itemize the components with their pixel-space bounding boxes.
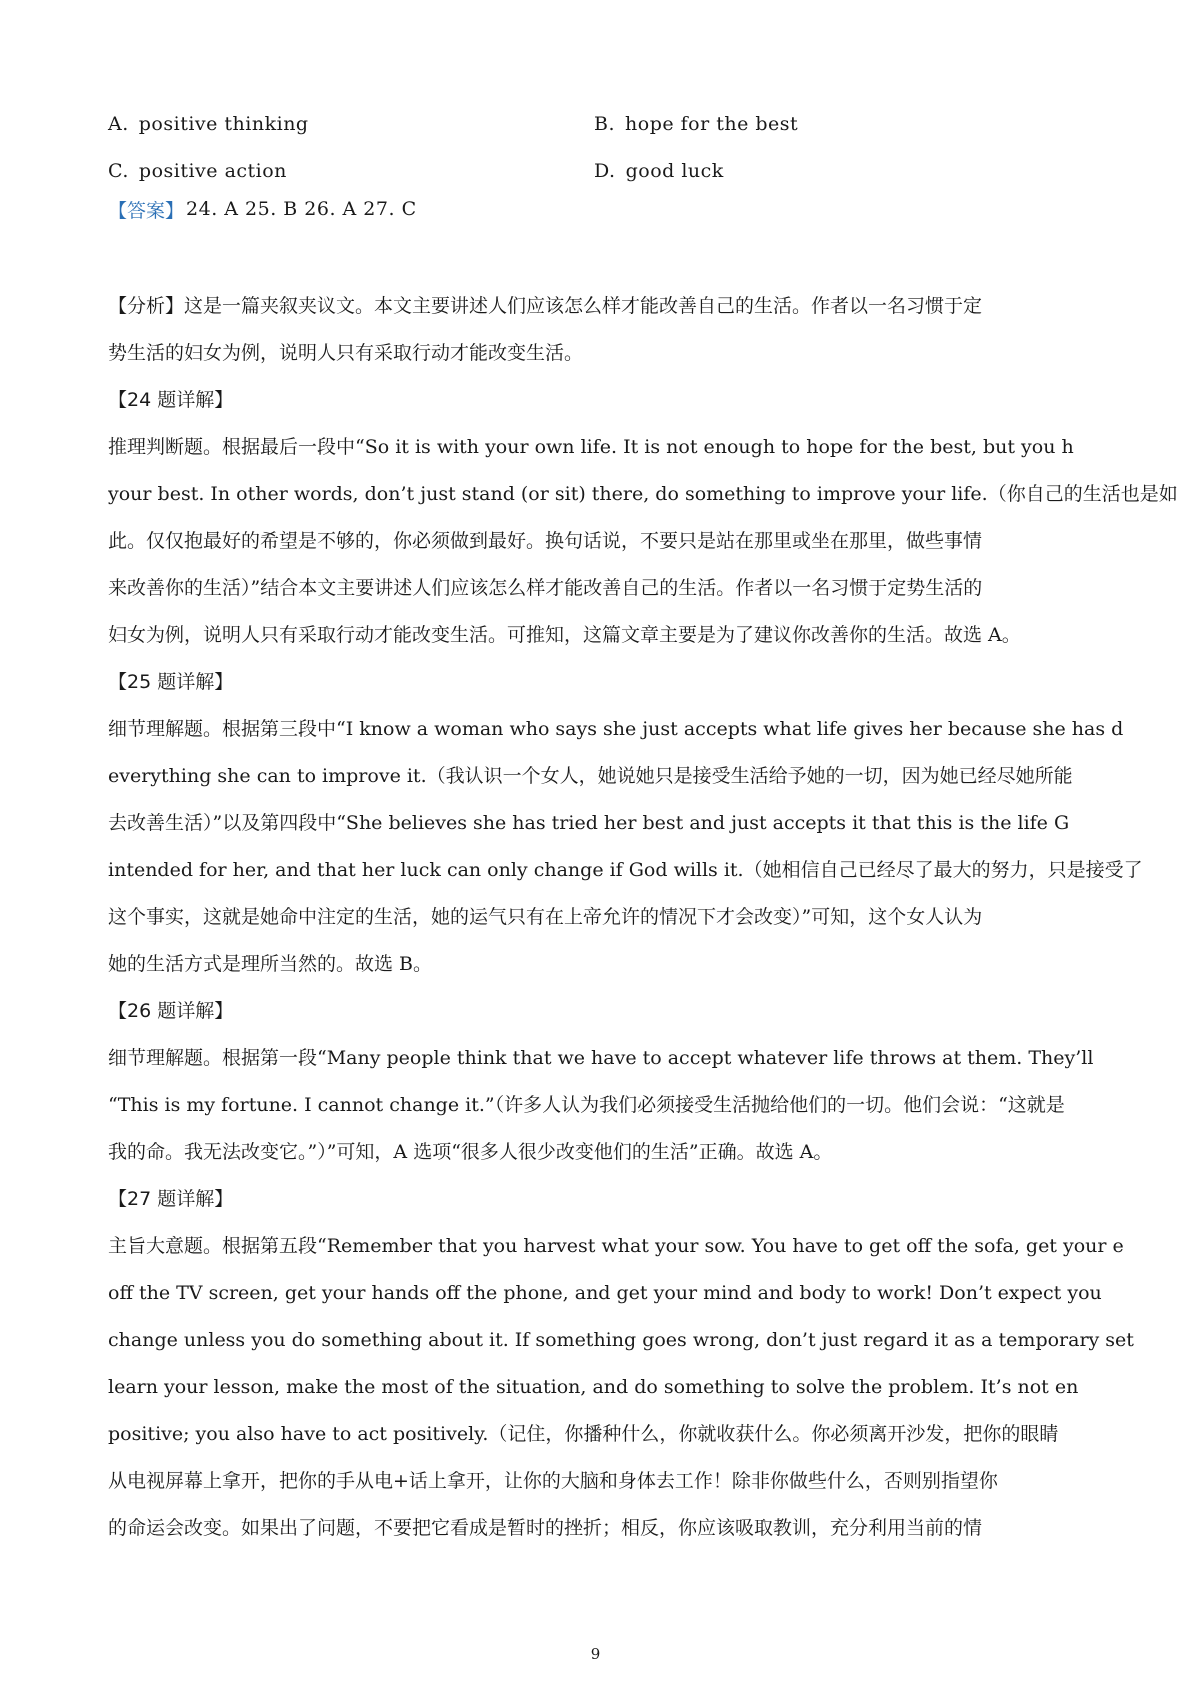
options-row-1 <box>108 100 1108 147</box>
analysis-line: 势生活的妇女为例，说明人只有采取行动才能改变生活。 <box>108 342 584 364</box>
explanation-line: 我的命。我无法改变它。”）”可知，A 选项“很多人很少改变他们的生活”正确。故选 A。 <box>108 1141 833 1163</box>
option-letter: B. <box>594 112 616 135</box>
option-d <box>594 160 1080 182</box>
option-b <box>594 113 1080 135</box>
explanation-line: 此。仅仅抱最好的希望是不够的，你必须做到最好。换句话说，不要只是站在那里或坐在那里，做些事情 <box>108 530 983 552</box>
explanation-line: positive; you also have to act positively.（记住，你播种什么，你就收获什么。你必须离开沙发，把你的眼睛 <box>108 1423 1059 1445</box>
option-text: hope for the best <box>625 112 799 135</box>
answer-key <box>108 193 417 225</box>
explanation-line: change unless you do something about it. If something goes wrong, don’t just regard it as a temporary set <box>108 1329 1134 1351</box>
explanation-line: 细节理解题。根据第三段中“I know a woman who says she just accepts what life gives her because she has d <box>108 718 1124 740</box>
question-heading: 【24 题详解】 <box>108 389 234 411</box>
explanation-line: 她的生活方式是理所当然的。故选 B。 <box>108 953 433 975</box>
option-a <box>108 113 594 135</box>
answer-value: 24. A 25. B 26. A 27. C <box>186 198 417 220</box>
option-c <box>108 160 594 182</box>
option-letter: D. <box>594 159 616 182</box>
analysis-text <box>108 283 1191 1552</box>
explanation-line: 的命运会改变。如果出了问题，不要把它看成是暂时的挫折；相反，你应该吸取教训，充分利用当前的情 <box>108 1517 983 1539</box>
explanation-line: your best. In other words, don’t just stand (or sit) there, do something to improve your life.（你自己的生活也是如 <box>108 483 1178 505</box>
option-letter: C. <box>108 159 129 182</box>
option-text: positive thinking <box>138 112 309 135</box>
explanation-line: off the TV screen, get your hands off the phone, and get your mind and body to work! Don’t expect you <box>108 1282 1102 1304</box>
answer-options <box>108 100 1108 194</box>
option-text: positive action <box>138 159 287 182</box>
option-text: good luck <box>625 159 724 182</box>
answer-tag: 【答案】 <box>108 199 185 222</box>
question-heading: 【25 题详解】 <box>108 671 234 693</box>
options-row-2 <box>108 147 1108 194</box>
explanation-line: everything she can to improve it.（我认识一个女人，她说她只是接受生活给予她的一切，因为她已经尽她所能 <box>108 765 1073 787</box>
explanation-line: 去改善生活）”以及第四段中“She believes she has tried her best and just accepts it that this is the life G <box>108 812 1070 834</box>
analysis-line: 【分析】这是一篇夹叙夹议文。本文主要讲述人们应该怎么样才能改善自己的生活。作者以一名习惯于定 <box>108 295 983 317</box>
question-heading: 【26 题详解】 <box>108 1000 234 1022</box>
explanation-line: 妇女为例，说明人只有采取行动才能改变生活。可推知，这篇文章主要是为了建议你改善你的生活。故选 A。 <box>108 624 1021 646</box>
page-number: 9 <box>590 1645 601 1663</box>
explanation-line: 推理判断题。根据最后一段中“So it is with your own life. It is not enough to hope for the best, but you h <box>108 436 1074 458</box>
option-letter: A. <box>108 112 129 135</box>
question-heading: 【27 题详解】 <box>108 1188 234 1210</box>
explanation-line: intended for her, and that her luck can only change if God wills it.（她相信自己已经尽了最大的努力，只是接受了 <box>108 859 1143 881</box>
explanation-line: 这个事实，这就是她命中注定的生活，她的运气只有在上帝允许的情况下才会改变）”可知，这个女人认为 <box>108 906 983 928</box>
explanation-line: 来改善你的生活）”结合本文主要讲述人们应该怎么样才能改善自己的生活。作者以一名习惯于定势生活的 <box>108 577 983 599</box>
explanation-line: 从电视屏幕上拿开，把你的手从电+话上拿开，让你的大脑和身体去工作！除非你做些什么，否则别指望你 <box>108 1470 998 1492</box>
explanation-line: 细节理解题。根据第一段“Many people think that we have to accept whatever life throws at them. They’ll <box>108 1047 1094 1069</box>
explanation-line: learn your lesson, make the most of the situation, and do something to solve the problem. It’s not en <box>108 1376 1079 1398</box>
explanation-line: 主旨大意题。根据第五段“Remember that you harvest what your sow. You have to get off the sofa, get your e <box>108 1235 1124 1257</box>
explanation-line: “This is my fortune. I cannot change it.”（许多人认为我们必须接受生活抛给他们的一切。他们会说：“这就是 <box>108 1094 1065 1116</box>
